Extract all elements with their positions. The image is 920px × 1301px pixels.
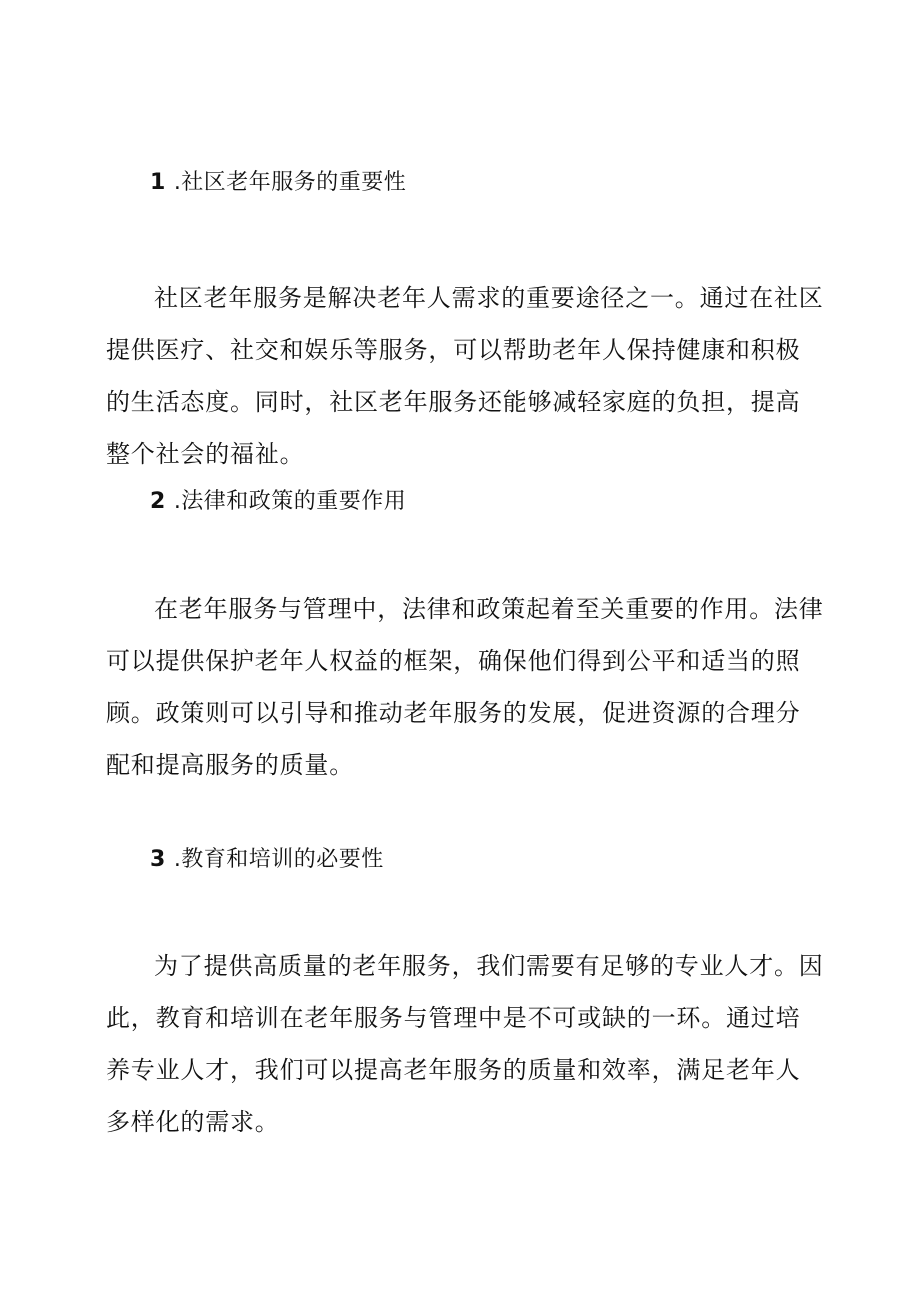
section-2-heading (150, 487, 406, 517)
section-2-paragraph: 在老年服务与管理中，法律和政策起着至关重要的作用。法律可以提供保护老年人权益的框架，确保他们得到公平和适当的照顾。政策则可以引导和推动老年服务的发展，促进资源的合理分配和提高服务的质量。 (106, 595, 824, 779)
section-2-title: .法律和政策的重要作用 (173, 489, 407, 514)
section-3-paragraph: 为了提供高质量的老年服务，我们需要有足够的专业人才。因此，教育和培训在老年服务与管理中是不可或缺的一环。通过培养专业人才，我们可以提高老年服务的质量和效率，满足老年人多样化的需求。 (106, 952, 824, 1136)
section-2-number: 2 (150, 489, 166, 514)
section-1-number: 1 (150, 170, 166, 195)
section-3-number: 3 (150, 847, 166, 872)
section-1-title: .社区老年服务的重要性 (173, 170, 407, 195)
section-1-heading (150, 168, 406, 198)
section-3-title: .教育和培训的必要性 (173, 847, 384, 872)
section-1-paragraph: 社区老年服务是解决老年人需求的重要途径之一。通过在社区提供医疗、社交和娱乐等服务，可以帮助老年人保持健康和积极的生活态度。同时，社区老年服务还能够减轻家庭的负担，提高整个社会的福祉。 (106, 284, 824, 468)
section-3-heading (150, 845, 384, 875)
